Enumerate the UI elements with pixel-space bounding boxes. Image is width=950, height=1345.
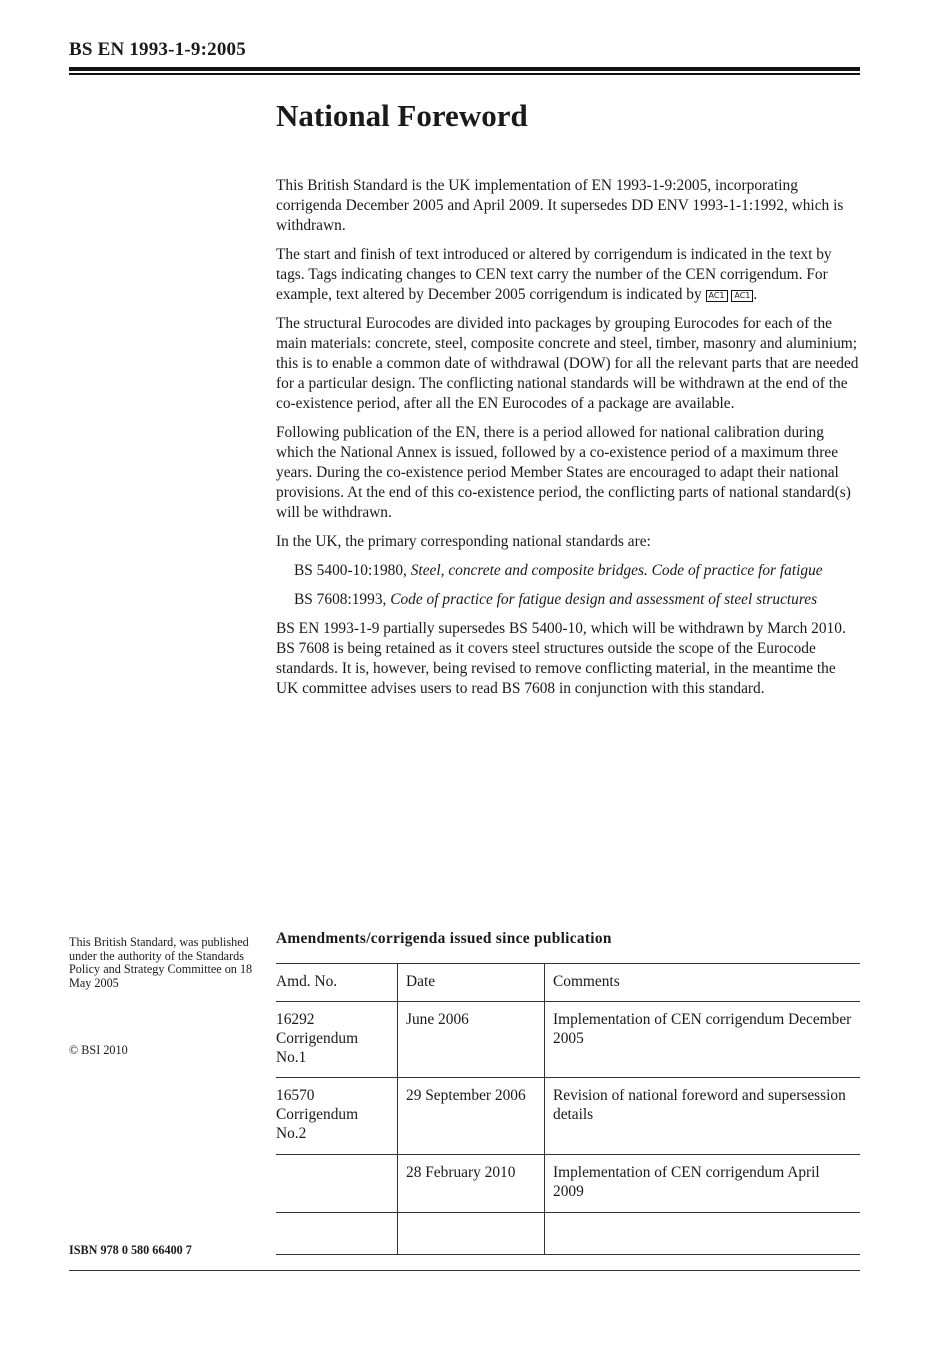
paragraph-tags-text: The start and finish of text introduced or altered by corrigendum is indicated in the text by tags. Tags indicating changes to CEN text carry the number of the CEN corrigendum. For example, text altered by December 2005 corrigendum is indicated by (276, 246, 832, 303)
standard-title-1: Steel, concrete and composite bridges. Code of practice for fatigue (410, 562, 823, 579)
paragraph-tags-end: . (753, 286, 758, 303)
amendments-title: Amendments/corrigenda issued since publication (276, 930, 612, 947)
table-cell: Implementation of CEN corrigendum April 2009 (545, 1155, 861, 1213)
table-header-cell: Date (398, 964, 545, 1002)
table-cell: June 2006 (398, 1002, 545, 1078)
paragraph-supersedes: BS EN 1993-1-9 partially supersedes BS 5400-10, which will be withdrawn by March 2010. BS 7608 is being retained as it covers steel structures outside the scope of the Eurocode standards. It is, however, being revised to remove conflicting material, in the meantime the UK committee advises users to read BS 7608 in conjunction with this standard. (276, 620, 846, 697)
standard-ref-1: BS 5400-10:1980, (294, 562, 407, 579)
table-cell: 16292 Corrigendum No.1 (276, 1002, 398, 1078)
table-row (276, 1078, 860, 1155)
footer-rule (69, 1270, 860, 1271)
table-cell (276, 1213, 398, 1255)
table-header-row (276, 964, 860, 1002)
table-cell (276, 1155, 398, 1213)
table-cell: 29 September 2006 (398, 1078, 545, 1155)
header-rule-thick (69, 67, 860, 71)
table-row (276, 1213, 860, 1255)
table-row (276, 1002, 860, 1078)
foreword-body (276, 176, 860, 708)
standard-reference-1 (276, 561, 860, 581)
table-cell: Implementation of CEN corrigendum December 2005 (545, 1002, 861, 1078)
table-cell (398, 1213, 545, 1255)
paragraph-packages: The structural Eurocodes are divided into packages by grouping Eurocodes for each of the main materials: concrete, steel, composite concrete and steel, timber, masonry and aluminium; this is to enable a common date of withdrawal (DOW) for all the relevant parts that are needed for a particular design. The conflicting national standards will be withdrawn at the end of the co-existence period, after all the EN Eurocodes of a package are available. (276, 315, 859, 412)
table-cell: Revision of national foreword and supersession details (545, 1078, 861, 1155)
table-cell: 16570 Corrigendum No.2 (276, 1078, 398, 1155)
corrigendum-tag-open-icon: AC1 (706, 290, 728, 302)
table-row (276, 1155, 860, 1213)
isbn-number: ISBN 978 0 580 66400 7 (69, 1243, 192, 1257)
table-cell: 28 February 2010 (398, 1155, 545, 1213)
standard-title-2: Code of practice for fatigue design and assessment of steel structures (390, 591, 818, 608)
standard-reference-2 (276, 590, 860, 610)
copyright-notice: © BSI 2010 (69, 1043, 128, 1057)
table-header-cell: Amd. No. (276, 964, 398, 1002)
paragraph-tags (276, 245, 860, 305)
table-header-cell: Comments (545, 964, 861, 1002)
standard-ref-2: BS 7608:1993, (294, 591, 387, 608)
amendments-table (276, 963, 860, 1255)
header-rule-thin (69, 73, 860, 75)
header-standard-id: BS EN 1993-1-9:2005 (69, 39, 246, 60)
corrigendum-tag-close-icon: AC1 (731, 290, 753, 302)
paragraph-implementation: This British Standard is the UK implementation of EN 1993-1-9:2005, incorporating corrigenda December 2005 and April 2009. It supersedes DD ENV 1993-1-1:1992, which is withdrawn. (276, 177, 844, 234)
page-title: National Foreword (276, 98, 528, 133)
publication-note: This British Standard, was published under the authority of the Standards Policy and Strategy Committee on 18 May 2005 (69, 935, 253, 990)
table-cell (545, 1213, 861, 1255)
paragraph-calibration: Following publication of the EN, there is a period allowed for national calibration during which the National Annex is issued, followed by a co-existence period of a maximum three years. During the co-existence period Member States are encouraged to adapt their national provisions. At the end of this co-existence period, the conflicting parts of national standard(s) will be withdrawn. (276, 424, 851, 521)
paragraph-uk-standards: In the UK, the primary corresponding national standards are: (276, 533, 651, 550)
